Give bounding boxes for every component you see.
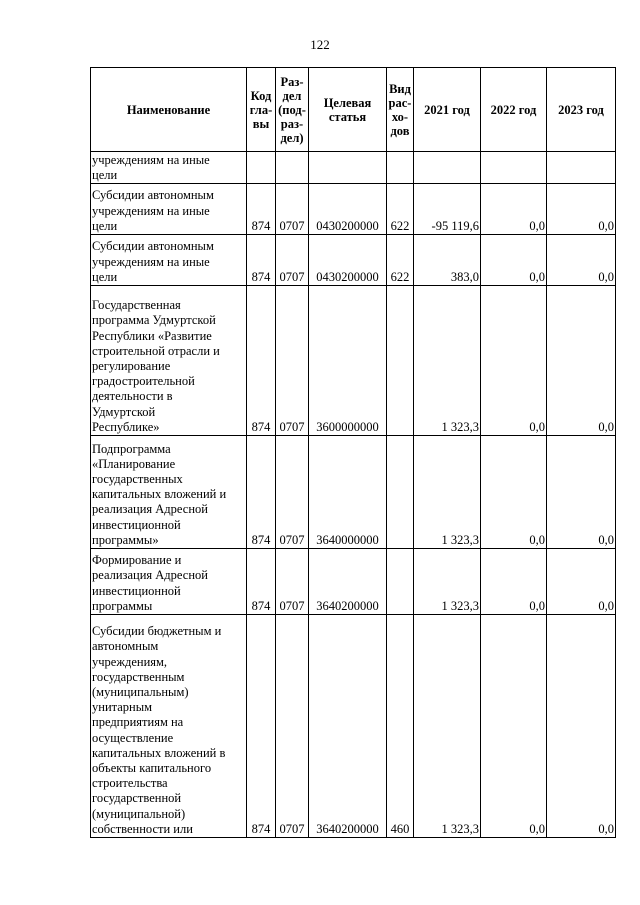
header-glava: Код гла- вы — [247, 68, 276, 152]
table-row — [91, 286, 616, 436]
cell-2021: 1 323,3 — [414, 286, 481, 436]
cell-name: Субсидии автономным учреждениям на иные цели — [91, 184, 247, 235]
cell-glava: 874 — [247, 549, 276, 615]
table-row — [91, 549, 616, 615]
cell-glava: 874 — [247, 184, 276, 235]
cell-vid: 622 — [387, 184, 414, 235]
cell-2021: 383,0 — [414, 235, 481, 286]
cell-glava: 874 — [247, 615, 276, 838]
cell-statya: 3640200000 — [309, 549, 387, 615]
cell-statya: 3640000000 — [309, 436, 387, 549]
cell-2022: 0,0 — [481, 549, 547, 615]
cell-name: Государственная программа Удмуртской Республики «Развитие строительной отрасли и регулирование градостроительной деятельности в Удмуртской Республике» — [91, 286, 247, 436]
cell-name: Подпрограмма «Планирование государственных капитальных вложений и реализация Адресной инвестиционной программы» — [91, 436, 247, 549]
cell-statya: 3600000000 — [309, 286, 387, 436]
cell-razdel: 0707 — [276, 549, 309, 615]
cell-vid: 622 — [387, 235, 414, 286]
cell-razdel: 0707 — [276, 436, 309, 549]
header-vid: Вид рас- хо- дов — [387, 68, 414, 152]
header-2021: 2021 год — [414, 68, 481, 152]
table-row — [91, 184, 616, 235]
header-row — [91, 68, 616, 152]
table-row — [91, 235, 616, 286]
cell-razdel: 0707 — [276, 184, 309, 235]
cell-2021 — [414, 152, 481, 184]
cell-glava: 874 — [247, 286, 276, 436]
cell-razdel — [276, 152, 309, 184]
cell-razdel: 0707 — [276, 615, 309, 838]
cell-2021: -95 119,6 — [414, 184, 481, 235]
cell-2021: 1 323,3 — [414, 549, 481, 615]
cell-2023: 0,0 — [547, 549, 616, 615]
cell-name: Формирование и реализация Адресной инвестиционной программы — [91, 549, 247, 615]
cell-2021: 1 323,3 — [414, 436, 481, 549]
cell-2022: 0,0 — [481, 184, 547, 235]
cell-2022: 0,0 — [481, 286, 547, 436]
cell-razdel: 0707 — [276, 286, 309, 436]
cell-vid: 460 — [387, 615, 414, 838]
header-2022: 2022 год — [481, 68, 547, 152]
cell-2023: 0,0 — [547, 436, 616, 549]
header-2023: 2023 год — [547, 68, 616, 152]
cell-2023: 0,0 — [547, 286, 616, 436]
header-razdel: Раз- дел (под- раз- дел) — [276, 68, 309, 152]
cell-statya — [309, 152, 387, 184]
cell-statya: 0430200000 — [309, 184, 387, 235]
cell-vid — [387, 436, 414, 549]
cell-2023 — [547, 152, 616, 184]
cell-razdel: 0707 — [276, 235, 309, 286]
cell-2022: 0,0 — [481, 436, 547, 549]
table-row — [91, 436, 616, 549]
cell-2021: 1 323,3 — [414, 615, 481, 838]
cell-vid — [387, 152, 414, 184]
cell-2023: 0,0 — [547, 184, 616, 235]
cell-statya: 0430200000 — [309, 235, 387, 286]
cell-glava: 874 — [247, 436, 276, 549]
page-number: 122 — [310, 37, 330, 52]
cell-2022 — [481, 152, 547, 184]
cell-name: Субсидии автономным учреждениям на иные цели — [91, 235, 247, 286]
cell-vid — [387, 286, 414, 436]
cell-2023: 0,0 — [547, 615, 616, 838]
cell-name: учреждениям на иные цели — [91, 152, 247, 184]
cell-name: Субсидии бюджетным и автономным учреждениям, государственным (муниципальным) унитарным предприятиям на осуществление капитальных вложений в объекты капитального строительства государственной (муниципальной) собственности или — [91, 615, 247, 838]
cell-2022: 0,0 — [481, 615, 547, 838]
table-body — [91, 152, 616, 838]
cell-vid — [387, 549, 414, 615]
cell-2023: 0,0 — [547, 235, 616, 286]
header-statya: Целевая статья — [309, 68, 387, 152]
budget-table — [90, 67, 616, 838]
table-row — [91, 152, 616, 184]
cell-glava — [247, 152, 276, 184]
table-row — [91, 615, 616, 838]
cell-glava: 874 — [247, 235, 276, 286]
cell-2022: 0,0 — [481, 235, 547, 286]
cell-statya: 3640200000 — [309, 615, 387, 838]
header-name: Наименование — [91, 68, 247, 152]
